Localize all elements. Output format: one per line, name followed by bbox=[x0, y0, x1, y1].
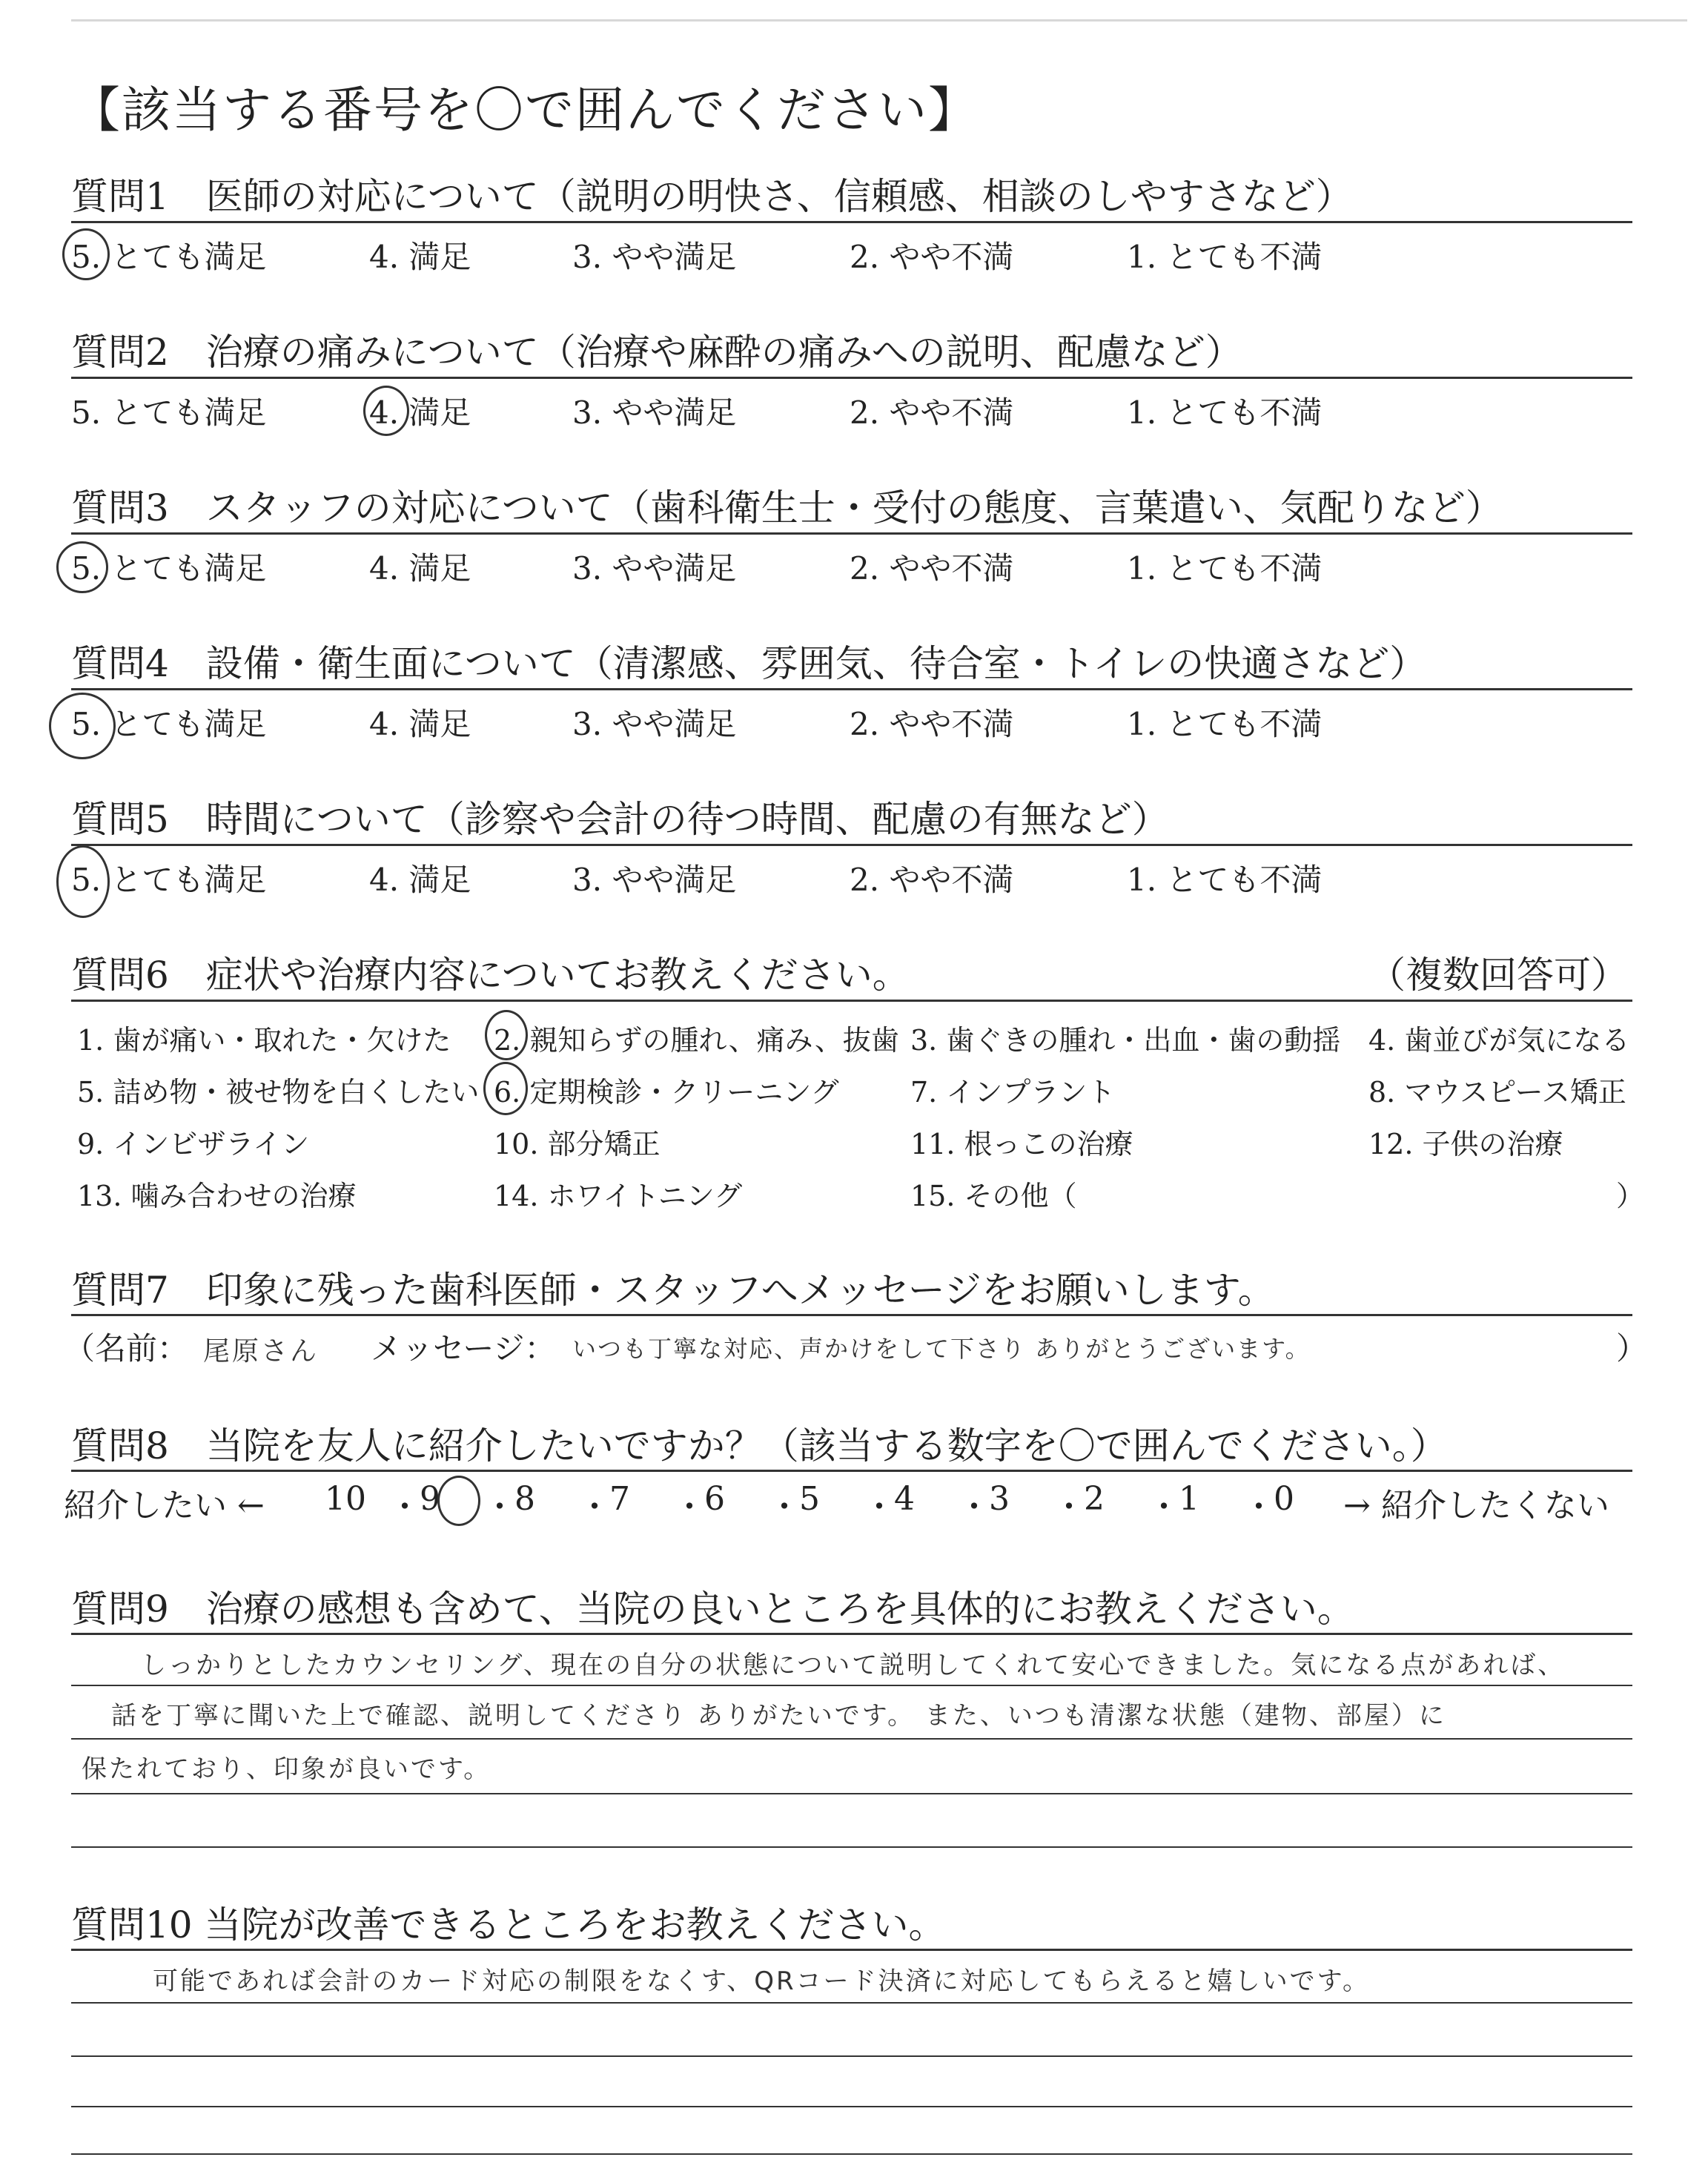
q5-option-1[interactable]: 1. とても不満 bbox=[1127, 862, 1323, 898]
page-heading: 【該当する番号を〇で囲んでください】 bbox=[71, 82, 979, 139]
q9-ruled-line-3 bbox=[71, 1793, 1632, 1794]
q8-scale-separator: ・ bbox=[388, 1488, 421, 1526]
q3-title: 質問3 スタッフの対応について（歯科衛生士・受付の態度、言葉遣い、気配りなど） bbox=[71, 486, 1503, 529]
q8-scale-4[interactable]: 4 bbox=[894, 1480, 915, 1518]
q6-item-12[interactable]: 12. 子供の治療 bbox=[1368, 1128, 1563, 1160]
q8-scale-9[interactable]: 9 bbox=[420, 1480, 440, 1518]
q1-option-3[interactable]: 3. やや満足 bbox=[572, 239, 737, 275]
q10-rule bbox=[71, 1949, 1632, 1951]
q8-scale-separator: ・ bbox=[863, 1488, 896, 1526]
q2-option-4[interactable]: 4. 満足 bbox=[369, 394, 471, 431]
q2-rule bbox=[71, 377, 1632, 379]
q6-item-9[interactable]: 9. インビザライン bbox=[77, 1128, 310, 1160]
q6-item-4[interactable]: 4. 歯並びが気になる bbox=[1368, 1024, 1630, 1057]
q2-option-3[interactable]: 3. やや満足 bbox=[572, 394, 737, 431]
q7-close-paren: ） bbox=[1616, 1330, 1648, 1367]
q4-option-3[interactable]: 3. やや満足 bbox=[572, 706, 737, 742]
q4-selection-circle bbox=[49, 693, 116, 759]
q6-selection-circle-2 bbox=[485, 1010, 528, 1060]
q4-rule bbox=[71, 688, 1632, 690]
q1-option-5[interactable]: 5. とても満足 bbox=[71, 239, 267, 275]
q9-answer-line-2[interactable]: 話を丁寧に聞いた上で確認、説明してくださり ありがたいです。 また、いつも清潔な状態（建物、部屋）に bbox=[111, 1701, 1446, 1731]
q7-message-value[interactable]: いつも丁寧な対応、声かけをして下さり ありがとうございます。 bbox=[572, 1335, 1311, 1363]
q8-scale-10[interactable]: 10 bbox=[325, 1480, 366, 1518]
q9-answer-line-3[interactable]: 保たれており、印象が良いです。 bbox=[82, 1754, 491, 1784]
q8-scale-0[interactable]: 0 bbox=[1274, 1480, 1294, 1518]
q3-option-3[interactable]: 3. やや満足 bbox=[572, 550, 737, 587]
q9-answer-line-1[interactable]: しっかりとしたカウンセリング、現在の自分の状態について説明してくれて安心できました。気になる点があれば、 bbox=[141, 1651, 1566, 1680]
q5-option-2[interactable]: 2. やや不満 bbox=[850, 862, 1014, 898]
q6-item-8[interactable]: 8. マウスピース矯正 bbox=[1368, 1076, 1626, 1109]
q6-title: 質問6 症状や治療内容についてお教えください。 bbox=[71, 954, 910, 997]
q8-scale-separator: ・ bbox=[1242, 1488, 1275, 1526]
q10-ruled-line-1 bbox=[71, 2002, 1632, 2004]
q10-ruled-line-2 bbox=[71, 2055, 1632, 2057]
q6-item-15[interactable]: 15. その他（ bbox=[910, 1180, 1077, 1212]
q1-title: 質問1 医師の対応について（説明の明快さ、信頼感、相談のしやすさなど） bbox=[71, 175, 1353, 218]
top-border bbox=[71, 19, 1687, 22]
q3-option-5[interactable]: 5. とても満足 bbox=[71, 550, 267, 587]
q9-title: 質問9 治療の感想も含めて、当院の良いところを具体的にお教えください。 bbox=[71, 1588, 1354, 1631]
q2-option-2[interactable]: 2. やや不満 bbox=[850, 394, 1014, 431]
q6-item-10[interactable]: 10. 部分矯正 bbox=[494, 1128, 661, 1160]
q10-title: 質問10 当院が改善できるところをお教えください。 bbox=[71, 1903, 946, 1946]
q9-ruled-line-1 bbox=[71, 1685, 1632, 1686]
q5-option-4[interactable]: 4. 満足 bbox=[369, 862, 471, 898]
q7-name-value[interactable]: 尾原さん bbox=[203, 1336, 320, 1367]
q4-option-2[interactable]: 2. やや不満 bbox=[850, 706, 1014, 742]
q8-scale-separator: ・ bbox=[578, 1488, 611, 1526]
q7-message-label: メッセージ： bbox=[371, 1330, 556, 1367]
q8-scale-separator: ・ bbox=[1148, 1488, 1180, 1526]
q8-selection-circle bbox=[437, 1476, 480, 1526]
q8-left-label: 紹介したい ← bbox=[64, 1487, 265, 1525]
q1-option-4[interactable]: 4. 満足 bbox=[369, 239, 471, 275]
q10-ruled-line-4 bbox=[71, 2153, 1632, 2155]
q3-option-2[interactable]: 2. やや不満 bbox=[850, 550, 1014, 587]
q8-scale-5[interactable]: 5 bbox=[799, 1480, 820, 1518]
q8-scale-separator: ・ bbox=[673, 1488, 706, 1526]
q3-rule bbox=[71, 532, 1632, 535]
q6-item-1[interactable]: 1. 歯が痛い・取れた・欠けた bbox=[77, 1024, 451, 1057]
q7-name-label: （名前： bbox=[64, 1330, 189, 1367]
q4-title: 質問4 設備・衛生面について（清潔感、雰囲気、待合室・トイレの快適さなど） bbox=[71, 642, 1427, 685]
q6-multi-answer-note: （複数回答可） bbox=[1368, 954, 1628, 997]
q6-rule bbox=[71, 1000, 1632, 1002]
q2-selection-circle bbox=[363, 386, 409, 436]
q4-option-5[interactable]: 5. とても満足 bbox=[71, 706, 267, 742]
q9-rule bbox=[71, 1633, 1632, 1635]
q2-option-1[interactable]: 1. とても不満 bbox=[1127, 394, 1323, 431]
q1-option-2[interactable]: 2. やや不満 bbox=[850, 239, 1014, 275]
q10-ruled-line-3 bbox=[71, 2106, 1632, 2107]
q8-scale-8[interactable]: 8 bbox=[514, 1480, 535, 1518]
q8-scale-6[interactable]: 6 bbox=[704, 1480, 725, 1518]
q8-right-label: → 紹介したくない bbox=[1343, 1487, 1609, 1525]
q7-rule bbox=[71, 1314, 1632, 1316]
q1-option-1[interactable]: 1. とても不満 bbox=[1127, 239, 1323, 275]
q5-option-3[interactable]: 3. やや満足 bbox=[572, 862, 737, 898]
q5-selection-circle bbox=[56, 845, 110, 918]
q6-item-2[interactable]: 2. 親知らずの腫れ、痛み、抜歯 bbox=[494, 1024, 899, 1057]
q8-scale-2[interactable]: 2 bbox=[1084, 1480, 1105, 1518]
q4-option-4[interactable]: 4. 満足 bbox=[369, 706, 471, 742]
q3-option-1[interactable]: 1. とても不満 bbox=[1127, 550, 1323, 587]
q9-ruled-line-4 bbox=[71, 1846, 1632, 1848]
q2-title: 質問2 治療の痛みについて（治療や麻酔の痛みへの説明、配慮など） bbox=[71, 331, 1242, 374]
q2-option-5[interactable]: 5. とても満足 bbox=[71, 394, 267, 431]
q8-scale-separator: ・ bbox=[958, 1488, 990, 1526]
q1-selection-circle bbox=[62, 228, 110, 280]
q6-selection-circle-6 bbox=[483, 1062, 528, 1115]
q3-selection-circle bbox=[56, 541, 108, 593]
q3-option-4[interactable]: 4. 満足 bbox=[369, 550, 471, 587]
q8-scale-3[interactable]: 3 bbox=[989, 1480, 1010, 1518]
q6-item-3[interactable]: 3. 歯ぐきの腫れ・出血・歯の動揺 bbox=[910, 1024, 1341, 1057]
q5-option-5[interactable]: 5. とても満足 bbox=[71, 862, 267, 898]
q8-scale-separator: ・ bbox=[768, 1488, 801, 1526]
q8-rule bbox=[71, 1470, 1632, 1472]
q8-scale-1[interactable]: 1 bbox=[1179, 1480, 1199, 1518]
q8-scale-separator: ・ bbox=[1053, 1488, 1085, 1526]
q6-item-6[interactable]: 6. 定期検診・クリーニング bbox=[494, 1076, 839, 1109]
q8-title: 質問8 当院を友人に紹介したいですか？（該当する数字を〇で囲んでください。） bbox=[71, 1424, 1448, 1467]
q5-rule bbox=[71, 844, 1632, 846]
q6-item-11[interactable]: 11. 根っこの治療 bbox=[910, 1128, 1133, 1160]
q6-item-14[interactable]: 14. ホワイトニング bbox=[494, 1180, 743, 1212]
q6-item-5[interactable]: 5. 詰め物・被せ物を白くしたい bbox=[77, 1076, 480, 1109]
q6-item-15-close: ） bbox=[1616, 1180, 1645, 1212]
q5-title: 質問5 時間について（診察や会計の待つ時間、配慮の有無など） bbox=[71, 798, 1169, 841]
q6-item-7[interactable]: 7. インプラント bbox=[910, 1076, 1116, 1109]
q8-scale-7[interactable]: 7 bbox=[609, 1480, 630, 1518]
q1-rule bbox=[71, 221, 1632, 223]
q6-item-13[interactable]: 13. 噛み合わせの治療 bbox=[77, 1180, 357, 1212]
q8-scale-separator: ・ bbox=[483, 1488, 516, 1526]
q7-title: 質問7 印象に残った歯科医師・スタッフへメッセージをお願いします。 bbox=[71, 1269, 1275, 1312]
q9-ruled-line-2 bbox=[71, 1738, 1632, 1740]
q10-answer-line-1[interactable]: 可能であれば会計のカード対応の制限をなくす、QRコード決済に対応してもらえると嬉しいです。 bbox=[153, 1966, 1370, 1996]
q4-option-1[interactable]: 1. とても不満 bbox=[1127, 706, 1323, 742]
